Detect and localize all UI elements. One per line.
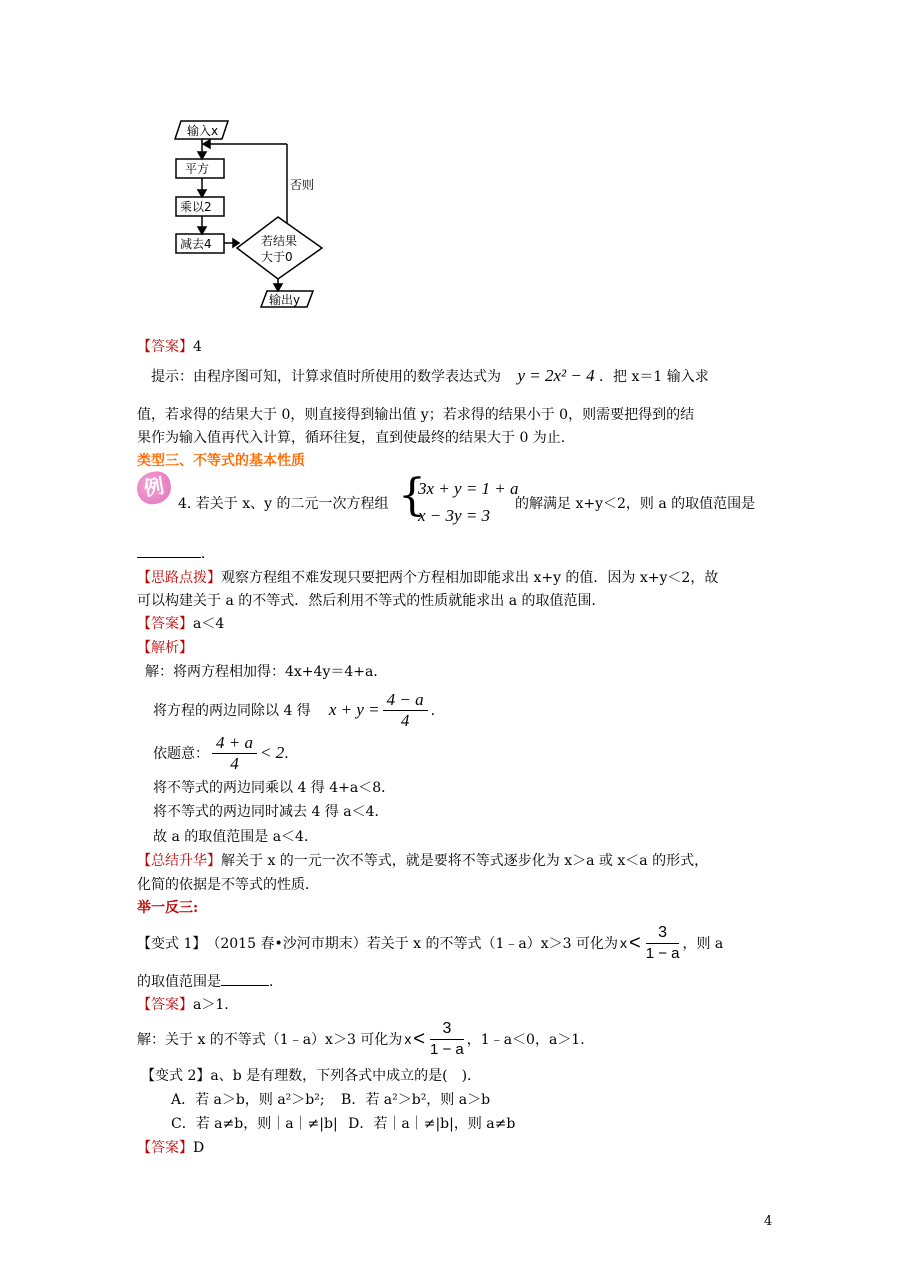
step2-fraction [383, 690, 428, 731]
variant2-options-cd [171, 1114, 515, 1134]
variant1-fraction [646, 923, 680, 964]
summary-line2: 化简的依据是不等式的性质． [137, 877, 319, 893]
ex3-hint-line2: 值，若求得的结果大于 0，则直接得到输出值 y；若求得的结果小于 0，则需要把得到的结 [137, 407, 695, 423]
idea-text1: 观察方程组不难发现只要把两个方程相加即能求出 x+y 的值．因为 x+y＜2，故 [221, 570, 719, 586]
variant1-tail: ，则 a [682, 936, 724, 952]
variant2-text: a、b 是有理数，下列各式中成立的是( ). [210, 1068, 472, 1084]
answer-value: D [193, 1140, 205, 1156]
hint-text-end: ．把 x＝1 输入求 [599, 369, 709, 385]
variant1-solution-end: ，1﹣a＜0，a＞1. [466, 1032, 585, 1048]
option-b: B．若 a²＞b²，则 a＞b [341, 1092, 491, 1108]
blank-end: ． [201, 546, 215, 562]
answer-blank [137, 543, 201, 558]
idea-line2: 可以构建关于 a 的不等式．然后利用不等式的性质就能求出 a 的取值范围． [137, 593, 606, 609]
flowchart-condition-label-2: 大于0 [261, 250, 293, 264]
q4-blank-line [137, 543, 215, 564]
step2-end: ． [430, 703, 445, 719]
step2-lhs: x + y = [328, 700, 380, 719]
variant1-solution-fraction [430, 1019, 464, 1060]
variant2-tag: 【变式 2】 [141, 1068, 211, 1084]
page-number: 4 [764, 1214, 773, 1229]
variant1-lt: < [629, 931, 641, 954]
solution-step3 [153, 730, 298, 776]
variant1-text: （2015 春•沙河市期末）若关于 x 的不等式（1﹣a）x＞3 可化为 [206, 936, 618, 952]
ex3-hint-line3: 果作为输入值再代入计算，循环往复，直到使最终的结果大于 0 为止. [137, 430, 566, 446]
summary-text1: 解关于 x 的一元一次不等式，就是要将不等式逐步化为 x＞a 或 x＜a 的形式， [221, 853, 709, 869]
analysis-tag-text: 【解析】 [137, 640, 193, 656]
step2-text: 将方程的两边同除以 4 得 [153, 703, 311, 719]
system-eq2: x − 3y = 3 [418, 506, 491, 525]
hint-expression: y = 2x² − 4 [517, 366, 595, 385]
answer-value: a＞1. [193, 997, 229, 1013]
variant1-line2-end: . [269, 974, 274, 990]
variant1-answer-line [137, 995, 229, 1015]
summary-tag: 【总结升华】 [137, 853, 221, 869]
answer-tag: 【答案】 [137, 1140, 193, 1156]
variant2-options-ab [171, 1090, 490, 1110]
option-c: C．若 a≠b，则｜a｜≠|b| [171, 1116, 338, 1132]
variant1-line1 [137, 922, 723, 964]
variant1-solution-text: 解：关于 x 的不等式（1﹣a）x＞3 可化为 [137, 1032, 403, 1048]
flowchart-input-label: 输入x [187, 124, 219, 138]
variant1-denominator: 1 − a [645, 944, 680, 962]
flowchart-multiply-label: 乘以2 [180, 200, 212, 214]
answer-tag: 【答案】 [137, 997, 193, 1013]
summary-line1 [137, 851, 708, 871]
solution-step1: 解：将两方程相加得：4x+4y＝4+a． [145, 664, 388, 680]
step3-rhs: < 2 [259, 743, 285, 762]
solution-step2 [153, 688, 445, 732]
q4-prefix: 4. 若关于 x、y 的二元一次方程组 [178, 496, 389, 512]
variant1-x: x [620, 935, 627, 951]
variant1-blank [221, 971, 269, 986]
variant1-solution-lt: < [413, 1027, 425, 1050]
q4-suffix: 的解满足 x+y＜2，则 a 的取值范围是 [515, 496, 756, 512]
variant1-solution-denominator: 1 − a [430, 1040, 464, 1058]
variant1-numerator: 3 [646, 923, 680, 944]
flowchart-else-label: 否则 [290, 178, 315, 192]
system-brace: { [398, 470, 426, 521]
variant1-solution-x: x [404, 1031, 412, 1047]
step3-denominator: 4 [230, 753, 239, 773]
idea-tag: 【思路点拨】 [137, 570, 221, 586]
ex3-answer-line [137, 337, 202, 357]
hint-text: 提示：由程序图可知，计算求值时所使用的数学表达式为 [151, 369, 501, 385]
step3-text: 依题意： [153, 746, 209, 762]
flowchart-output-label: 输出y [269, 293, 301, 307]
variant1-solution-numerator: 3 [430, 1019, 464, 1040]
idea-line1 [137, 568, 718, 588]
flowchart [165, 112, 340, 317]
flowchart-square-label: 平方 [185, 162, 210, 176]
ex3-hint-line1 [151, 366, 709, 387]
solution-step4: 将不等式的两边同乘以 4 得 4+a＜8． [153, 780, 396, 796]
step3-numerator: 4 + a [212, 733, 257, 754]
example-badge: 例 [134, 469, 173, 506]
variant1-tag: 【变式 1】 [137, 936, 207, 952]
step2-denominator: 4 [400, 710, 410, 730]
variants-heading: 举一反三: [137, 900, 199, 916]
variant1-solution [137, 1018, 585, 1060]
solution-step6: 故 a 的取值范围是 a＜4． [153, 829, 318, 845]
variant1-line2-text: 的取值范围是 [137, 974, 221, 990]
variant2-answer-line [137, 1138, 204, 1158]
q4-answer-line [137, 614, 224, 634]
flowchart-condition-label-1: 若结果 [261, 234, 298, 248]
answer-value: a＜4 [193, 616, 225, 632]
type3-heading: 类型三、不等式的基本性质 [137, 453, 305, 469]
option-d: D．若｜a｜≠|b|，则 a≠b [348, 1116, 516, 1132]
solution-step5: 将不等式的两边同时减去 4 得 a＜4． [153, 804, 389, 820]
flowchart-subtract-label: 减去4 [180, 237, 212, 251]
variant1-line2 [137, 971, 273, 992]
system-eq1: 3x + y = 1 + a [418, 479, 519, 498]
answer-tag: 【答案】 [137, 616, 193, 632]
analysis-tag [137, 638, 193, 658]
step3-fraction [212, 733, 257, 774]
option-a: A．若 a＞b，则 a²＞b²; [171, 1092, 325, 1108]
answer-tag: 【答案】 [137, 339, 193, 355]
flowchart-condition-diamond [237, 217, 322, 279]
step2-numerator: 4 − a [383, 690, 428, 711]
step3-end: ． [284, 746, 299, 762]
variant2-line [141, 1066, 472, 1086]
answer-value: 4 [193, 339, 202, 355]
